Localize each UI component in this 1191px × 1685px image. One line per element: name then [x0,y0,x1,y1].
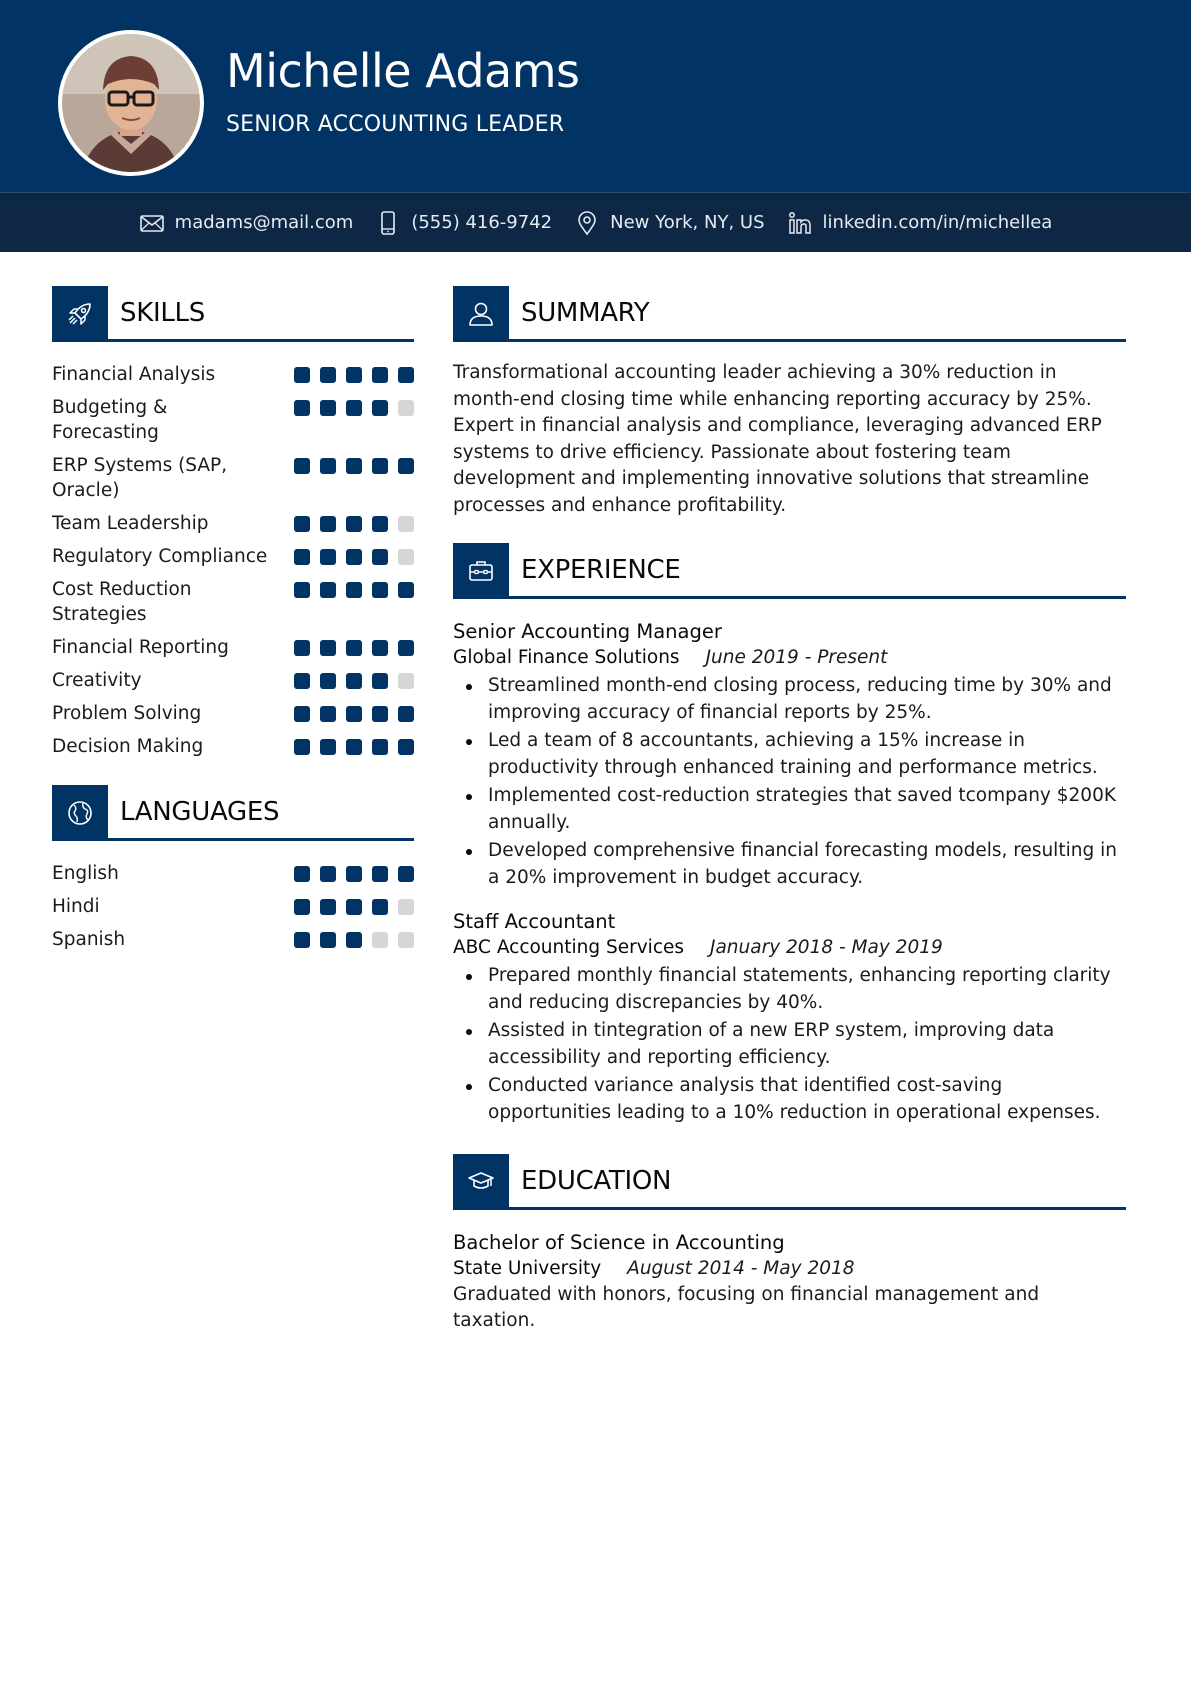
rating-row [52,734,414,759]
bullet-item: Streamlined month-end closing process, reducing time by 30% and improving accuracy of financial reports by 25%. [453,673,1126,726]
rating-label: Cost Reduction Strategies [52,579,192,625]
rating-row [52,701,414,726]
bullet-item: Implemented cost-reduction strategies that saved tcompany $200K annually. [453,783,1126,836]
bullet-item: Developed comprehensive financial forecasting models, resulting in a 20% improvement in budget accuracy. [453,838,1126,891]
contact-linkedin[interactable] [787,210,1053,236]
job-dates: June 2019 - Present [705,647,888,668]
rating-dot-filled [320,640,336,656]
rating-dot-filled [294,582,310,598]
rating-dots [294,894,414,915]
rating-dot-filled [346,400,362,416]
rating-dot-filled [346,739,362,755]
rating-dot-filled [346,516,362,532]
rating-dot-filled [294,400,310,416]
rating-dot-filled [294,739,310,755]
rating-dot-filled [398,582,414,598]
rating-dots [294,734,414,755]
rating-dot-filled [294,640,310,656]
rating-dot-filled [320,673,336,689]
rating-dot-filled [346,706,362,722]
avatar-illustration [62,34,200,172]
rating-dot-filled [294,367,310,383]
job-dates: January 2018 - May 2019 [710,937,943,958]
contact-phone[interactable] [375,210,552,236]
rating-row [52,577,414,627]
rating-dot-empty [398,549,414,565]
rating-dot-filled [372,582,388,598]
left-column [52,286,414,960]
rating-dot-empty [398,673,414,689]
location-text: New York, NY, US [610,212,765,233]
rating-row [52,894,414,919]
bullet-item: Led a team of 8 accountants, achieving a 15% increase in productivity through enhanced training and performance metrics. [453,728,1126,781]
skills-heading: SKILLS [120,297,205,328]
job-bullets [453,673,1126,891]
rating-dot-filled [372,367,388,383]
candidate-title: SENIOR ACCOUNTING LEADER [226,112,565,137]
rating-label: Creativity [52,670,142,691]
rating-dot-filled [346,866,362,882]
rating-row [52,927,414,952]
rating-dot-filled [320,706,336,722]
rating-dot-filled [372,640,388,656]
rating-dot-filled [372,673,388,689]
rating-dot-filled [372,458,388,474]
candidate-name: Michelle Adams [226,44,580,98]
rating-dot-filled [320,582,336,598]
languages-section-header [52,785,414,841]
rating-dots [294,362,414,383]
rating-row [52,635,414,660]
rating-dots [294,927,414,948]
rating-dot-filled [398,706,414,722]
rating-dots [294,668,414,689]
job-title: Senior Accounting Manager [453,620,722,643]
rating-dot-empty [398,932,414,948]
rating-dot-filled [346,932,362,948]
rating-dot-filled [372,516,388,532]
rating-dot-filled [372,549,388,565]
graduation-cap-icon [466,1167,496,1197]
bullet-item: Conducted variance analysis that identified cost-saving opportunities leading to a 10% reduction in operational expenses. [453,1073,1126,1126]
skills-section-header [52,286,414,342]
rating-label: ERP Systems (SAP, Oracle) [52,455,228,501]
envelope-icon [139,210,165,236]
rating-dot-filled [346,458,362,474]
job-entry [453,909,1126,1126]
rating-label: Decision Making [52,736,204,757]
rating-dot-filled [294,899,310,915]
rating-dot-filled [320,458,336,474]
profile-photo [58,30,204,176]
bullet-item: Assisted in tintegration of a new ERP system, improving data accessibility and reporting efficiency. [453,1018,1126,1071]
rating-dot-filled [346,367,362,383]
rating-dot-empty [372,932,388,948]
right-column [453,286,1126,1334]
education-heading: EDUCATION [521,1165,672,1196]
rating-dot-filled [372,866,388,882]
rating-dot-filled [294,673,310,689]
rating-dots [294,453,414,474]
summary-text: Transformational accounting leader achieving a 30% reduction in month-end closing time while enhancing reporting accuracy by 25%. Expert in financial analysis and compliance, leveraging advanced ERP systems to drive efficiency. Passionate about fostering team development and implementing innovative solutions that streamline processes and enhance profitability. [453,362,1102,516]
rating-dot-filled [398,866,414,882]
rating-dots [294,395,414,416]
rating-label: Spanish [52,929,126,950]
section-icon-box [453,543,509,599]
job-entry [453,619,1126,891]
rating-label: Team Leadership [52,513,209,534]
section-icon-box [52,286,108,342]
rating-dot-filled [398,739,414,755]
contact-email[interactable] [139,210,354,236]
rating-dot-filled [294,458,310,474]
jobs-list [453,619,1126,1126]
languages-list [52,861,414,952]
rating-dot-filled [372,400,388,416]
job-meta [453,645,1126,671]
rating-row [52,395,414,445]
rating-dot-filled [398,640,414,656]
linkedin-icon [787,210,813,236]
linkedin-text: linkedin.com/in/michellea [822,212,1053,233]
rating-row [52,453,414,503]
rating-dot-filled [294,549,310,565]
rating-dot-filled [320,932,336,948]
rating-dot-filled [346,673,362,689]
rating-row [52,668,414,693]
job-bullets [453,963,1126,1126]
rating-dot-filled [372,739,388,755]
education-entry [453,1230,1126,1334]
rating-dot-filled [294,866,310,882]
rating-row [52,362,414,387]
rating-dot-empty [398,516,414,532]
email-text: madams@mail.com [174,212,354,233]
rating-dot-filled [372,706,388,722]
section-icon-box [52,785,108,841]
education-dates: August 2014 - May 2018 [627,1258,855,1279]
rating-dots [294,701,414,722]
briefcase-icon [466,556,496,586]
user-icon [466,299,496,329]
education-meta [453,1256,1126,1282]
skills-list [52,362,414,759]
rating-dot-filled [320,899,336,915]
rating-dots [294,544,414,565]
rating-dots [294,635,414,656]
bullet-item: Prepared monthly financial statements, enhancing reporting clarity and reducing discrepancies by 40%. [453,963,1126,1016]
degree-title: Bachelor of Science in Accounting [453,1231,785,1254]
experience-section-header [453,543,1126,599]
phone-icon [375,210,401,236]
rating-dot-empty [398,400,414,416]
summary-section-header [453,286,1126,342]
rating-dot-filled [320,549,336,565]
rating-dot-filled [346,899,362,915]
rating-dot-filled [294,706,310,722]
rating-label: Budgeting & Forecasting [52,397,168,443]
company-name: ABC Accounting Services [453,937,685,958]
rating-dots [294,577,414,598]
rating-dot-filled [320,367,336,383]
rating-dot-empty [398,899,414,915]
rating-dot-filled [320,866,336,882]
rating-dot-filled [372,899,388,915]
location-pin-icon [574,210,600,236]
school-name: State University [453,1258,602,1279]
rating-label: Problem Solving [52,703,202,724]
summary-heading: SUMMARY [521,297,650,328]
section-icon-box [453,286,509,342]
phone-text: (555) 416-9742 [411,212,553,233]
experience-heading: EXPERIENCE [521,554,681,585]
globe-icon [65,798,95,828]
education-section-header [453,1154,1126,1210]
rating-label: Hindi [52,896,100,917]
rating-dot-filled [398,458,414,474]
rating-dots [294,511,414,532]
rating-dot-filled [398,367,414,383]
job-meta [453,935,1126,961]
contact-location [574,210,764,236]
rocket-icon [65,299,95,329]
rating-dot-filled [294,516,310,532]
education-description: Graduated with honors, focusing on financial management and taxation. [453,1284,1040,1331]
rating-label: Financial Reporting [52,637,229,658]
rating-row [52,511,414,536]
resume-header [0,0,1191,192]
rating-dot-filled [320,739,336,755]
rating-dot-filled [320,516,336,532]
contact-bar [0,192,1191,252]
rating-dot-filled [294,932,310,948]
rating-row [52,861,414,886]
rating-dots [294,861,414,882]
rating-label: Financial Analysis [52,364,216,385]
rating-dot-filled [320,400,336,416]
job-title: Staff Accountant [453,910,616,933]
rating-label: Regulatory Compliance [52,546,268,567]
rating-row [52,544,414,569]
rating-dot-filled [346,549,362,565]
company-name: Global Finance Solutions [453,647,680,668]
languages-heading: LANGUAGES [120,796,280,827]
section-icon-box [453,1154,509,1210]
rating-label: English [52,863,119,884]
rating-dot-filled [346,582,362,598]
rating-dot-filled [346,640,362,656]
